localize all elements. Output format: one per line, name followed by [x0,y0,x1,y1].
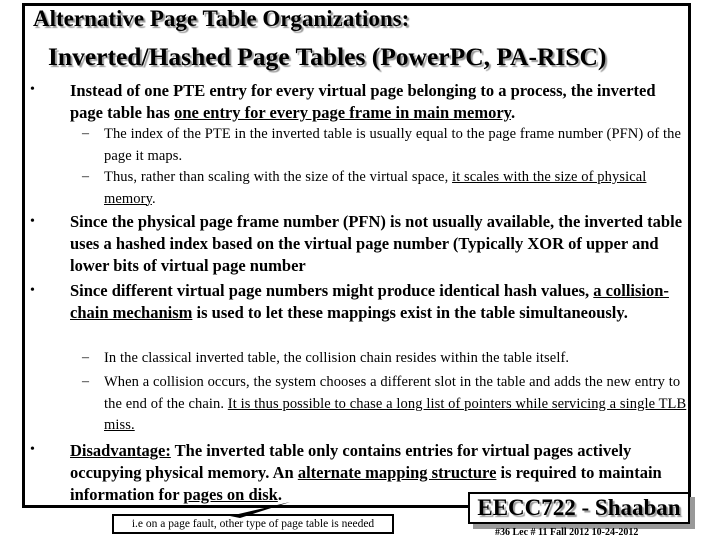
course-brand: EECC722 - Shaaban [468,492,690,524]
bullet-2: Since the physical page frame number (PFN) is not usually available, the inverted table uses a hashed index based on the virtual page number (Typically XOR of upper and lower bits of virtual page number [70,212,683,275]
slide-footer: #36 Lec # 11 Fall 2012 10-24-2012 [495,527,639,538]
bullet-icon: • [30,442,35,457]
bullet-icon: • [30,82,35,97]
bullet-icon: • [30,283,35,298]
title-line1: Alternative Page Table Organizations: [33,6,410,31]
dash-icon: – [82,374,89,389]
sub-1-2: Thus, rather than scaling with the size of the virtual space, it scales with the size of physical memory. [104,169,647,207]
title-line2: Inverted/Hashed Page Tables (PowerPC, PA-RISC) [48,42,607,71]
bullet-1: Instead of one PTE entry for every virtual page belonging to a process, the inverted page table has one entry for every page frame in main memory. [70,81,656,122]
sub-1-1: The index of the PTE in the inverted table is usually equal to the page frame number (PFN) of the page it maps. [104,126,682,164]
dash-icon: – [82,169,89,184]
dash-icon: – [82,350,89,365]
bullet-4: Disadvantage: The inverted table only contains entries for virtual pages actively occupying physical memory. An alternate mapping structure is required to maintain information for pages on disk. [70,441,662,504]
dash-icon: – [82,126,89,141]
bullet-icon: • [30,214,35,229]
footnote-callout: i.e on a page fault, other type of page table is needed [112,514,394,534]
sub-3-2: When a collision occurs, the system chooses a different slot in the table and adds the new entry to the end of the chain. It is thus possible to chase a long list of pointers while servicing a single TLB miss. [104,374,687,433]
sub-3-1: In the classical inverted table, the collision chain resides within the table itself. [104,350,570,366]
bullet-3: Since different virtual page numbers might produce identical hash values, a collision-chain mechanism is used to let these mappings exist in the table simultaneously. [70,281,669,322]
